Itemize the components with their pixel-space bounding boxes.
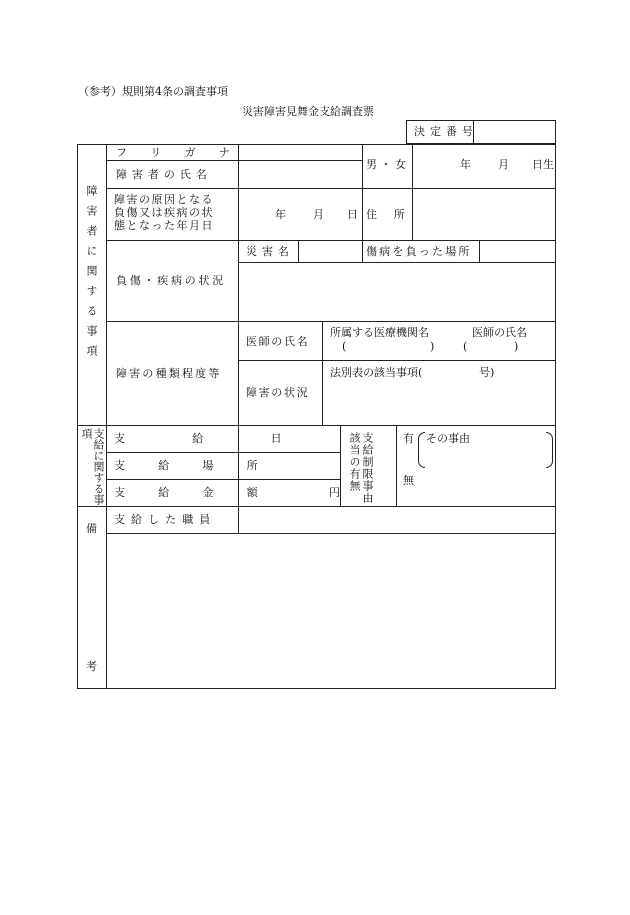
cause-label-line2: 負傷又は疾病の状 bbox=[114, 206, 214, 219]
doctor-name-field[interactable] bbox=[471, 340, 511, 353]
medical-institution-label: 所属する医療機関名 bbox=[330, 326, 429, 339]
gender-options[interactable]: 男 ・ 女 bbox=[366, 158, 406, 171]
payment-date-label: 支 給 日 bbox=[114, 432, 314, 445]
doctor-name-label: 医師の氏名 bbox=[246, 335, 310, 348]
address-label: 住 所 bbox=[366, 208, 412, 221]
reason-bracket-left bbox=[418, 432, 425, 468]
doctor-name-sub-label: 医師の氏名 bbox=[472, 326, 527, 339]
name-field[interactable] bbox=[244, 166, 358, 184]
payment-place-field[interactable] bbox=[244, 457, 336, 475]
currency-unit: 円 bbox=[329, 486, 340, 499]
paren-close-2: ) bbox=[514, 340, 519, 353]
cause-year-unit: 年 bbox=[275, 208, 286, 221]
disaster-name-label: 災害名 bbox=[246, 245, 294, 258]
staff-label: 支給した職員 bbox=[114, 513, 217, 526]
injury-place-field[interactable] bbox=[484, 244, 552, 259]
address-field[interactable] bbox=[418, 200, 550, 230]
cause-month-unit: 月 bbox=[313, 208, 324, 221]
cause-label-line1: 障害の原因となる bbox=[114, 193, 214, 206]
remarks-label-top: 備 bbox=[86, 522, 97, 535]
injury-place-label: 傷病を負った場所 bbox=[366, 245, 472, 258]
furigana-label: フ リ ガ ナ bbox=[116, 146, 240, 159]
furigana-field[interactable] bbox=[244, 146, 358, 159]
restriction-no[interactable]: 無 bbox=[403, 474, 414, 487]
restriction-label: 支給制限事由該当の有無 bbox=[348, 432, 374, 504]
birth-year-unit: 年 bbox=[460, 158, 471, 171]
remarks-field[interactable] bbox=[112, 538, 552, 684]
decision-number-label: 決定番号 bbox=[414, 125, 478, 138]
condition-field[interactable] bbox=[244, 268, 550, 316]
payment-place-label: 支 給 場 所 bbox=[114, 459, 273, 472]
reason-field[interactable] bbox=[426, 448, 544, 462]
reason-label: その事由 bbox=[426, 432, 470, 445]
birth-month-unit: 月 bbox=[498, 158, 509, 171]
payment-date-field[interactable] bbox=[244, 430, 336, 448]
cause-day-unit: 日 bbox=[347, 208, 358, 221]
cause-label-line3: 態となった年月日 bbox=[114, 219, 214, 232]
form-title: 災害障害見舞金支給調査票 bbox=[242, 105, 374, 118]
annexed-table-suffix: 号) bbox=[479, 366, 495, 379]
reference-note: （参考）規則第4条の調査事項 bbox=[78, 85, 228, 98]
birth-day-unit: 日生 bbox=[532, 158, 554, 171]
section-injured-label: 障害者に関する事項 bbox=[85, 185, 98, 365]
medical-institution-field[interactable] bbox=[350, 340, 426, 353]
section-payment-label: 支給に関する事項 bbox=[80, 428, 105, 505]
staff-field[interactable] bbox=[244, 511, 550, 529]
name-label: 障害者の氏名 bbox=[116, 168, 212, 181]
restriction-yes[interactable]: 有 bbox=[403, 432, 414, 445]
remarks-label-bottom: 考 bbox=[86, 660, 97, 673]
paren-open-1: ( bbox=[342, 340, 347, 353]
paren-close-1: ) bbox=[430, 340, 435, 353]
condition-label: 負傷・疾病の状況 bbox=[116, 274, 226, 287]
disability-type-label: 障害の種類程度等 bbox=[116, 367, 222, 380]
disaster-name-field[interactable] bbox=[302, 244, 358, 259]
annexed-table-label: 法別表の該当事項( bbox=[330, 366, 423, 379]
payment-amount-field[interactable] bbox=[244, 484, 324, 502]
payment-amount-label: 支 給 金 額 bbox=[114, 486, 273, 499]
disability-status-label: 障害の状況 bbox=[246, 386, 310, 399]
paren-open-2: ( bbox=[463, 340, 468, 353]
annexed-table-field[interactable] bbox=[430, 366, 472, 379]
reason-bracket-right bbox=[546, 432, 553, 468]
